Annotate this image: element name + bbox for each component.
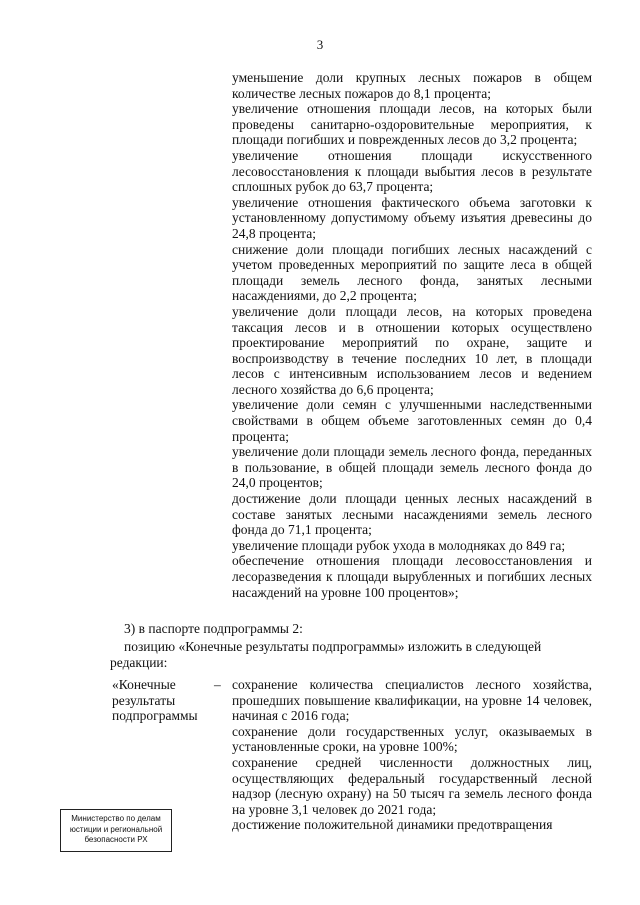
list-item: сохранение средней численности должностных лиц, осуществляющих федеральный государственный лесной надзор (лесную охрану) на 50 тысяч га земель лесного фонда на уровне 3,1 человек до 2021 года; bbox=[232, 754, 592, 817]
paragraph-position-cont: редакции: bbox=[110, 655, 168, 670]
position-label bbox=[112, 677, 208, 724]
stamp-line: безопасности РХ bbox=[84, 835, 148, 844]
label-line: подпрограммы bbox=[112, 708, 198, 724]
list-item: обеспечение отношения площади лесовосстановления и лесоразведения к площади вырубленных и погибших лесных насаждений на уровне 100 процентов»; bbox=[232, 553, 592, 600]
paragraph-position: позицию «Конечные результаты подпрограммы» изложить в следующей bbox=[124, 639, 542, 654]
list-item: увеличение отношения фактического объема заготовки к установленному допустимому объему изъятия древесины до 24,8 процента; bbox=[232, 194, 592, 241]
list-item: сохранение количества специалистов лесного хозяйства, прошедших повышение квалификации, на уровне 14 человек, начиная с 2016 года; bbox=[232, 677, 592, 724]
dash: – bbox=[214, 677, 221, 692]
label-line: «Конечные bbox=[112, 677, 176, 692]
stamp-line: юстиции и региональной bbox=[69, 824, 163, 834]
paragraph-subprogram-2: 3) в паспорте подпрограммы 2: bbox=[124, 621, 303, 636]
list-item: увеличение доли площади лесов, на которых проведена таксация лесов и в отношении которых осуществлено проектирование мероприятий по охране, защите и воспроизводству в течение последних 10 лет, в площади лесов с интенсивным использованием лесов и ведением лесного хозяйства до 6,6 процента; bbox=[232, 303, 592, 397]
bottom-list bbox=[232, 677, 592, 833]
list-item: увеличение отношения площади искусственного лесовосстановления к площади выбытия лесов в результате сплошных рубок до 63,7 процента; bbox=[232, 147, 592, 195]
list-item: снижение доли площади погибших лесных насаждений с учетом проведенных мероприятий по защите леса в общей площади земель лесного фонда, занятых лесными насаждениями, до 2,2 процента; bbox=[232, 241, 592, 304]
list-item: увеличение доли семян с улучшенными наследственными свойствами в общем объеме заготовленных семян до 0,4 процента; bbox=[232, 397, 592, 444]
list-item: достижение доли площади ценных лесных насаждений в составе занятых лесными насаждениями земель лесного фонда до 71,1 процента; bbox=[232, 491, 592, 538]
label-line: результаты bbox=[112, 692, 176, 708]
list-item: уменьшение доли крупных лесных пожаров в общем количестве лесных пожаров до 8,1 процента; bbox=[232, 70, 592, 101]
list-item: увеличение доли площади земель лесного фонда, переданных в пользование, в общей площади земель лесного фонда до 24,0 процентов; bbox=[232, 444, 592, 491]
top-list bbox=[232, 70, 592, 600]
ministry-stamp bbox=[60, 809, 172, 852]
list-item: увеличение площади рубок ухода в молодняках до 849 га; bbox=[232, 537, 566, 553]
list-item: увеличение отношения площади лесов, на которых были проведены санитарно-оздоровительные мероприятия, к площади погибших и поврежденных лесов до 3,2 процента; bbox=[232, 101, 592, 148]
stamp-line: Министерство по делам bbox=[71, 814, 161, 823]
page-number: 3 bbox=[316, 37, 324, 52]
list-item: сохранение доли государственных услуг, оказываемых в установленные сроки, на уровне 100%; bbox=[232, 723, 592, 755]
list-item: достижение положительной динамики предотвращения bbox=[232, 817, 553, 833]
